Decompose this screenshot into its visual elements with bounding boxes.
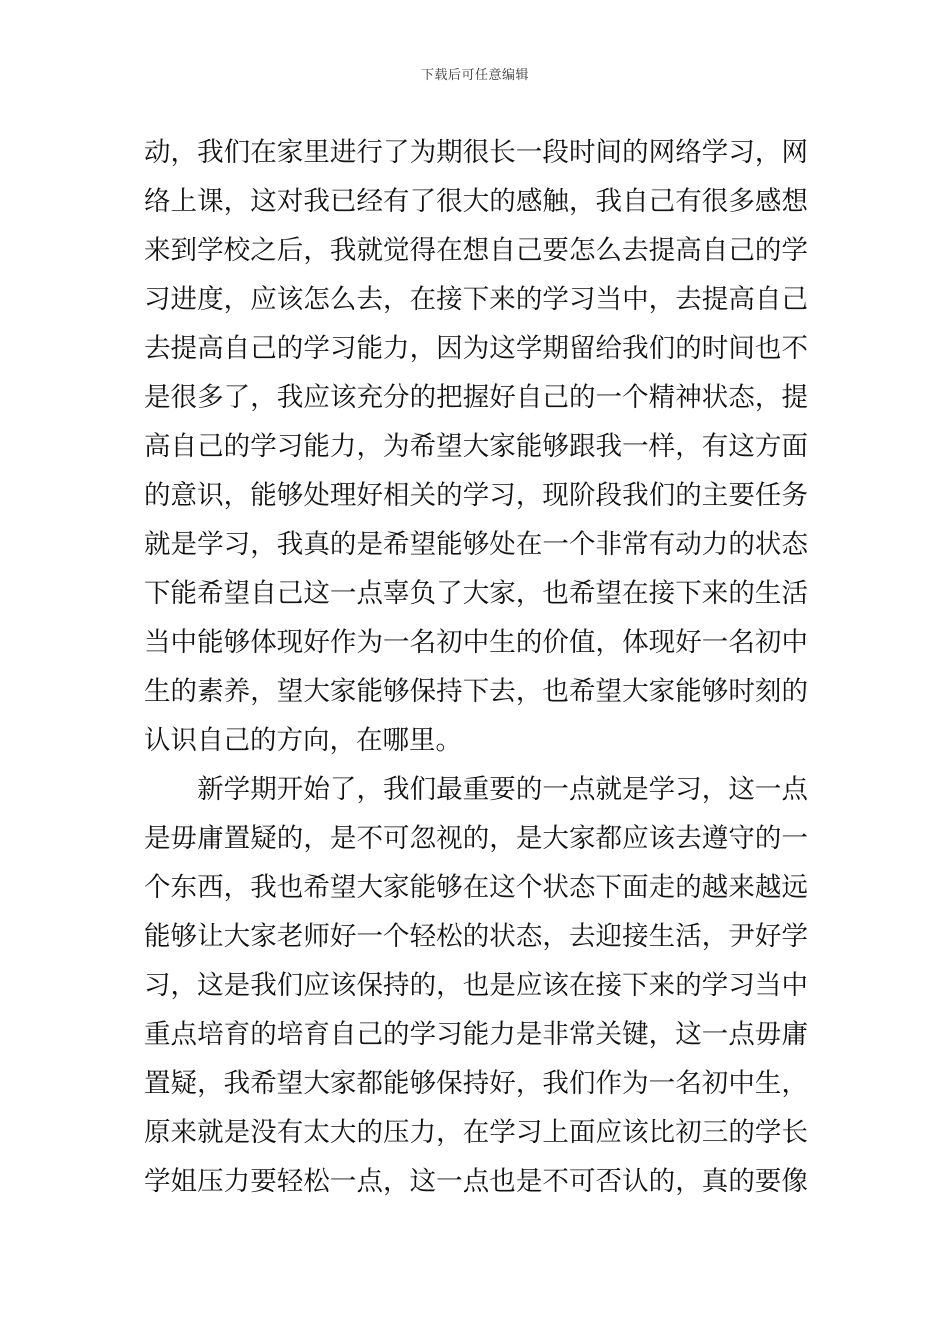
text-line: 原来就是没有太大的压力，在学习上面应该比初三的学长: [144, 1117, 808, 1148]
text-line: 置疑，我希望大家都能够保持好，我们作为一名初中生，: [144, 1068, 808, 1099]
text-line: 能够让大家老师好一个轻松的状态，去迎接生活，尹好学: [144, 921, 808, 952]
text-line: 当中能够体现好作为一名初中生的价值，体现好一名初中: [144, 627, 808, 658]
text-line: 习，这是我们应该保持的，也是应该在接下来的学习当中: [144, 970, 808, 1001]
text-line: 是毋庸置疑的，是不可忽视的，是大家都应该去遵守的一: [144, 823, 808, 854]
body-text: [144, 128, 808, 1206]
text-line: 重点培育的培育自己的学习能力是非常关键，这一点毋庸: [144, 1019, 808, 1050]
text-line: 下能希望自己这一点辜负了大家，也希望在接下来的生活: [144, 578, 808, 609]
text-line: 新学期开始了，我们最重要的一点就是学习，这一点: [144, 774, 808, 805]
text-line: 生的素养，望大家能够保持下去，也希望大家能够时刻的: [144, 676, 808, 707]
page-header: 下载后可任意编辑: [420, 68, 529, 83]
text-line: 个东西，我也希望大家能够在这个状态下面走的越来越远: [144, 872, 808, 903]
text-line: 动，我们在家里进行了为期很长一段时间的网络学习，网: [144, 137, 808, 168]
text-line: 去提高自己的学习能力，因为这学期留给我们的时间也不: [144, 333, 808, 364]
text-line: 来到学校之后，我就觉得在想自己要怎么去提高自己的学: [144, 235, 808, 266]
text-line: 的意识，能够处理好相关的学习，现阶段我们的主要任务: [144, 480, 808, 511]
text-line: 认识自己的方向，在哪里。: [144, 725, 462, 756]
text-line: 学姐压力要轻松一点，这一点也是不可否认的，真的要像: [144, 1166, 808, 1197]
text-line: 习进度，应该怎么去，在接下来的学习当中，去提高自己: [144, 284, 808, 315]
text-line: 络上课，这对我已经有了很大的感触，我自己有很多感想: [144, 186, 808, 217]
text-line: 高自己的学习能力，为希望大家能够跟我一样，有这方面: [144, 431, 808, 462]
text-line: 就是学习，我真的是希望能够处在一个非常有动力的状态: [144, 529, 808, 560]
text-line: 是很多了，我应该充分的把握好自己的一个精神状态，提: [144, 382, 808, 413]
